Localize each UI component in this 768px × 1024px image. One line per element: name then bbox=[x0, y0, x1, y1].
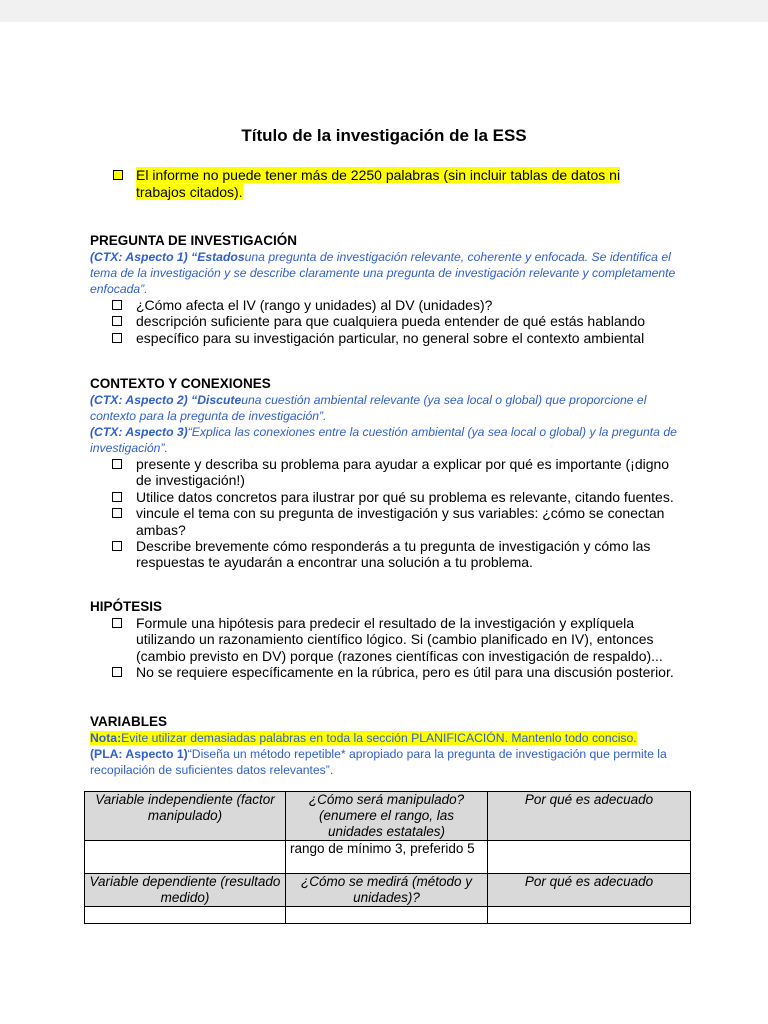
checklist-item bbox=[112, 538, 680, 571]
table-cell: Por qué es adecuado bbox=[488, 874, 691, 907]
checklist-item bbox=[112, 664, 680, 680]
table-cell[interactable] bbox=[488, 907, 691, 924]
checkbox-icon[interactable] bbox=[112, 300, 122, 310]
table-cell: ¿Cómo se medirá (método y unidades)? bbox=[286, 874, 488, 907]
item-text: ¿Cómo afecta el IV (rango y unidades) al DV (unidades)? bbox=[136, 297, 493, 313]
section-heading: HIPÓTESIS bbox=[90, 599, 163, 614]
section-heading: VARIABLES bbox=[90, 714, 168, 729]
section-research-question bbox=[90, 233, 680, 346]
checklist-item bbox=[112, 330, 680, 346]
table-cell[interactable] bbox=[488, 841, 691, 874]
section-context bbox=[90, 376, 680, 571]
checklist-item bbox=[112, 456, 680, 489]
item-text: presente y describa su problema para ayudar a explicar por qué es importante (¡digno de investigación!) bbox=[136, 456, 670, 489]
checklist bbox=[90, 615, 680, 681]
checklist-item bbox=[112, 615, 680, 664]
table-row bbox=[85, 841, 691, 874]
viewer-top-bar bbox=[0, 0, 768, 22]
ctx-aspect-3 bbox=[90, 424, 680, 456]
item-text: específico para su investigación particular, no general sobre el contexto ambiental bbox=[136, 329, 645, 346]
item-text: Describe brevemente cómo responderás a tu pregunta de investigación y cómo las respuestas te ayudarán a encontrar una solución a tu problema. bbox=[136, 538, 651, 571]
table-cell[interactable] bbox=[85, 841, 286, 874]
ctx-label: (CTX: Aspecto 3) bbox=[90, 425, 188, 439]
page-title: Título de la investigación de la ESS bbox=[241, 126, 527, 145]
document-page bbox=[0, 22, 768, 1024]
ctx-text: una cuestión ambiental relevante (ya sea local o global) que proporcione el contexto para la pregunta de investigación”. bbox=[90, 393, 647, 423]
checklist bbox=[90, 456, 680, 571]
table-cell: Por qué es adecuado bbox=[488, 792, 691, 841]
table-cell[interactable]: rango de mínimo 3, preferido 5 bbox=[286, 841, 488, 874]
checklist-item bbox=[112, 313, 680, 329]
section-hypothesis bbox=[90, 599, 680, 681]
item-text: Formule una hipótesis para predecir el resultado de la investigación y explíquela utilizando un razonamiento científico lógico. Si (cambio planificado en IV), entonces (cambio previsto en DV) porque (razones científicas con investigación de respaldo)... bbox=[136, 615, 663, 664]
ctx-aspect-2 bbox=[90, 392, 680, 424]
item-text: descripción suficiente para que cualquiera pueda entender de qué estás hablando bbox=[136, 313, 646, 330]
ctx-text: una pregunta de investigación relevante, coherente y enfocada. Se identifica el tema de la investigación y se describe claramente una pregunta de investigación relevante y completamente enfocada”. bbox=[90, 250, 676, 296]
table-row bbox=[85, 874, 691, 907]
checkbox-icon[interactable] bbox=[112, 316, 122, 326]
section-heading: CONTEXTO Y CONEXIONES bbox=[90, 376, 271, 391]
checkbox-icon[interactable] bbox=[112, 541, 122, 551]
section-heading: PREGUNTA DE INVESTIGACIÓN bbox=[90, 233, 298, 248]
table-row bbox=[85, 907, 691, 924]
ctx-label: (CTX: Aspecto 1) “Estados bbox=[90, 250, 245, 264]
word-limit-text: El informe no puede tener más de 2250 palabras (sin incluir tablas de datos ni trabajos citados). bbox=[136, 167, 621, 200]
checkbox-icon[interactable] bbox=[112, 492, 122, 502]
table-cell[interactable] bbox=[286, 907, 488, 924]
item-text: Utilice datos concretos para ilustrar por qué su problema es relevante, citando fuentes. bbox=[136, 488, 674, 505]
pla-label: (PLA: Aspecto 1) bbox=[90, 747, 188, 761]
table-row bbox=[85, 792, 691, 841]
pla-aspect-1 bbox=[90, 746, 680, 778]
item-text: No se requiere específicamente en la rúbrica, pero es útil para una discusión posterior. bbox=[136, 664, 674, 681]
variables-table bbox=[84, 791, 691, 924]
ctx-text: “Explica las conexiones entre la cuestión ambiental (ya sea local o global) y la pregunta de investigación”. bbox=[90, 425, 677, 455]
note-label: Nota: bbox=[90, 731, 122, 745]
pla-text: “Diseña un método repetible* apropiado para la pregunta de investigación que permite la recopilación de suficientes datos relevantes”. bbox=[90, 747, 667, 777]
item-text: vincule el tema con su pregunta de investigación y sus variables: ¿cómo se conectan ambas? bbox=[136, 505, 665, 538]
checkbox-icon[interactable] bbox=[113, 170, 123, 180]
table-cell: ¿Cómo será manipulado? (enumere el rango, las unidades estatales) bbox=[286, 792, 488, 841]
checklist-item bbox=[112, 297, 680, 313]
note-text: Evite utilizar demasiadas palabras en toda la sección PLANIFICACIÓN. Mantenlo todo conciso. bbox=[121, 731, 637, 745]
checkbox-icon[interactable] bbox=[112, 667, 122, 677]
table-cell[interactable] bbox=[85, 907, 286, 924]
checklist bbox=[90, 297, 680, 346]
ctx-label: (CTX: Aspecto 2) “Discute bbox=[90, 393, 242, 407]
checklist-item bbox=[112, 489, 680, 505]
checkbox-icon[interactable] bbox=[112, 459, 122, 469]
section-variables bbox=[90, 714, 680, 778]
ctx-aspect-1 bbox=[90, 249, 680, 297]
checkbox-icon[interactable] bbox=[112, 508, 122, 518]
planning-note bbox=[90, 731, 637, 745]
checklist-item bbox=[112, 505, 680, 538]
table-cell: Variable independiente (factor manipulado) bbox=[85, 792, 286, 841]
checkbox-icon[interactable] bbox=[112, 333, 122, 343]
checkbox-icon[interactable] bbox=[112, 618, 122, 628]
table-cell: Variable dependiente (resultado medido) bbox=[85, 874, 286, 907]
word-limit-check bbox=[113, 167, 673, 201]
